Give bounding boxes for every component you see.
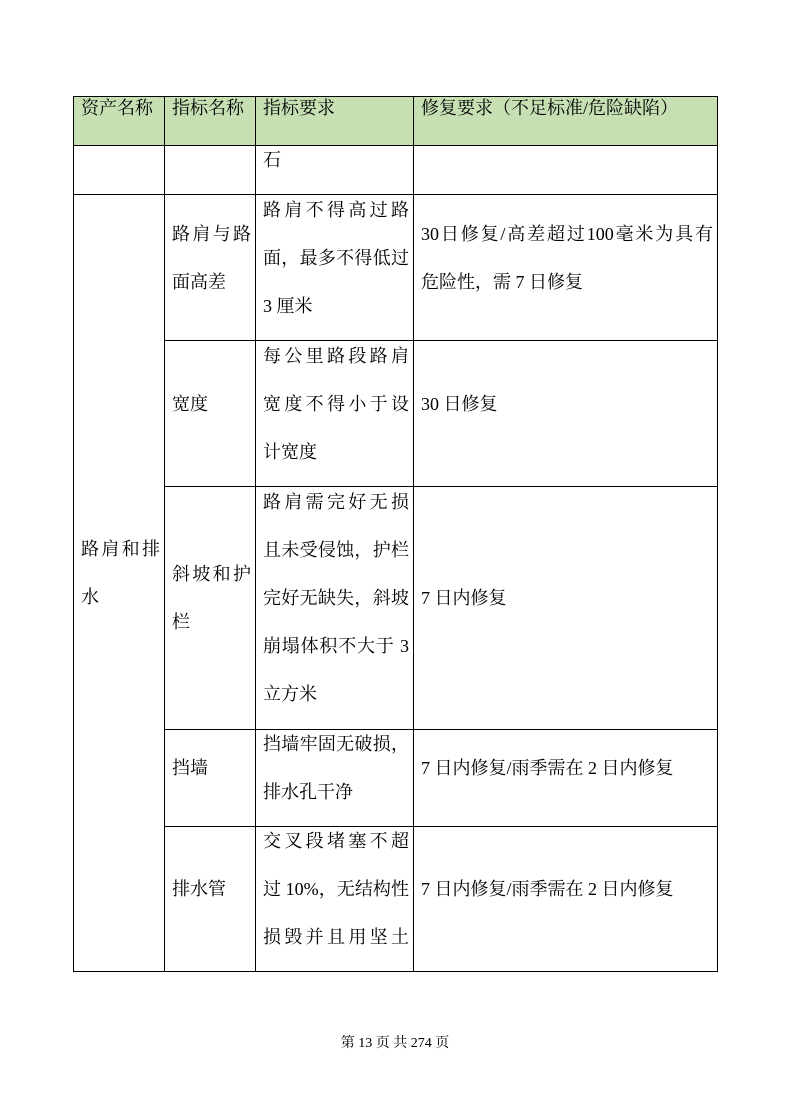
indicator-name-line: 排水管 — [172, 879, 226, 899]
cell-indicator-requirement — [256, 827, 414, 972]
header-label-asset-name: 资产名称 — [81, 98, 153, 118]
repair-line: 7 日内修复/雨季需在 2 日内修复 — [421, 879, 674, 899]
cell-indicator-requirement — [256, 487, 414, 730]
indicator-name-line: 宽度 — [172, 393, 208, 414]
asset-name-line: 水 — [81, 587, 99, 607]
requirement-line: 挡墙牢固无破损， — [263, 734, 409, 754]
requirement-line: 每公里路段路肩 — [263, 345, 409, 366]
requirement-line: 路肩需完好无损 — [263, 492, 409, 512]
requirement-line: 过 10%，无结构性 — [263, 879, 409, 899]
cell-repair-requirement — [414, 487, 718, 730]
cell-indicator-requirement — [256, 730, 414, 827]
cell-repair-requirement — [414, 827, 718, 972]
indicator-name-line: 挡墙 — [172, 758, 208, 778]
header-cell-asset-name — [74, 97, 165, 146]
indicator-name-line: 斜坡和护 — [172, 564, 251, 584]
page-footer: 第 13 页 共 274 页 — [340, 1036, 450, 1051]
repair-line: 危险性，需 7 日修复 — [421, 271, 583, 292]
requirement-line: 宽度不得小于设 — [263, 393, 409, 414]
cell-asset-name — [74, 195, 165, 972]
indicator-name-line: 栏 — [172, 612, 190, 632]
requirement-line: 计宽度 — [263, 441, 317, 462]
requirement-line: 3 厘米 — [263, 295, 313, 316]
repair-line: 7 日内修复/雨季需在 2 日内修复 — [421, 758, 674, 778]
header-label-indicator-name: 指标名称 — [172, 98, 244, 118]
requirement-line: 且未受侵蚀，护栏 — [263, 540, 409, 560]
cell-asset-name — [74, 146, 165, 195]
repair-line: 30 日修复 — [421, 393, 498, 414]
requirement-line: 崩塌体积不大于 3 — [263, 636, 409, 656]
cell-indicator-name — [165, 827, 256, 972]
header-cell-repair-requirement — [414, 97, 718, 146]
header-label-repair-requirement: 修复要求（不足标准/危险缺陷） — [421, 98, 678, 118]
cell-indicator-requirement — [256, 195, 414, 341]
repair-line: 7 日内修复 — [421, 588, 507, 608]
requirement-line: 排水孔干净 — [263, 782, 353, 802]
repair-line: 30日修复/高差超过100毫米为具有 — [421, 223, 713, 244]
cell-repair-requirement — [414, 341, 718, 487]
cell-repair-requirement — [414, 146, 718, 195]
cell-indicator-name — [165, 730, 256, 827]
table-row-width — [74, 341, 718, 487]
header-label-indicator-requirement: 指标要求 — [263, 98, 335, 118]
cell-indicator-name — [165, 487, 256, 730]
cell-indicator-requirement — [256, 146, 414, 195]
table-row-continuation — [74, 146, 718, 195]
cell-repair-requirement — [414, 195, 718, 341]
requirement-line: 路肩不得高过路 — [263, 199, 409, 220]
cell-indicator-name — [165, 195, 256, 341]
requirement-line: 面，最多不得低过 — [263, 247, 409, 268]
header-cell-indicator-requirement — [256, 97, 414, 146]
table-header-row — [74, 97, 718, 146]
cell-indicator-requirement — [256, 341, 414, 487]
table-row-shoulder-height-difference — [74, 195, 718, 341]
requirement-line: 交叉段堵塞不超 — [263, 831, 409, 851]
indicator-name-line: 面高差 — [172, 271, 226, 292]
header-cell-indicator-name — [165, 97, 256, 146]
table-row-retaining-wall — [74, 730, 718, 827]
table-row-drain-pipe — [74, 827, 718, 972]
indicator-name-line: 路肩与路 — [172, 223, 251, 244]
requirement-line: 石 — [263, 150, 281, 170]
asset-name-line: 路肩和排 — [81, 539, 160, 559]
table-row-slope-and-guardrail — [74, 487, 718, 730]
cell-indicator-name — [165, 146, 256, 195]
cell-indicator-name — [165, 341, 256, 487]
cell-repair-requirement — [414, 730, 718, 827]
requirement-line: 损毁并且用坚土 — [263, 927, 409, 947]
requirement-line: 完好无缺失，斜坡 — [263, 588, 409, 608]
requirement-line: 立方米 — [263, 684, 317, 704]
maintenance-standards-table — [73, 96, 718, 972]
